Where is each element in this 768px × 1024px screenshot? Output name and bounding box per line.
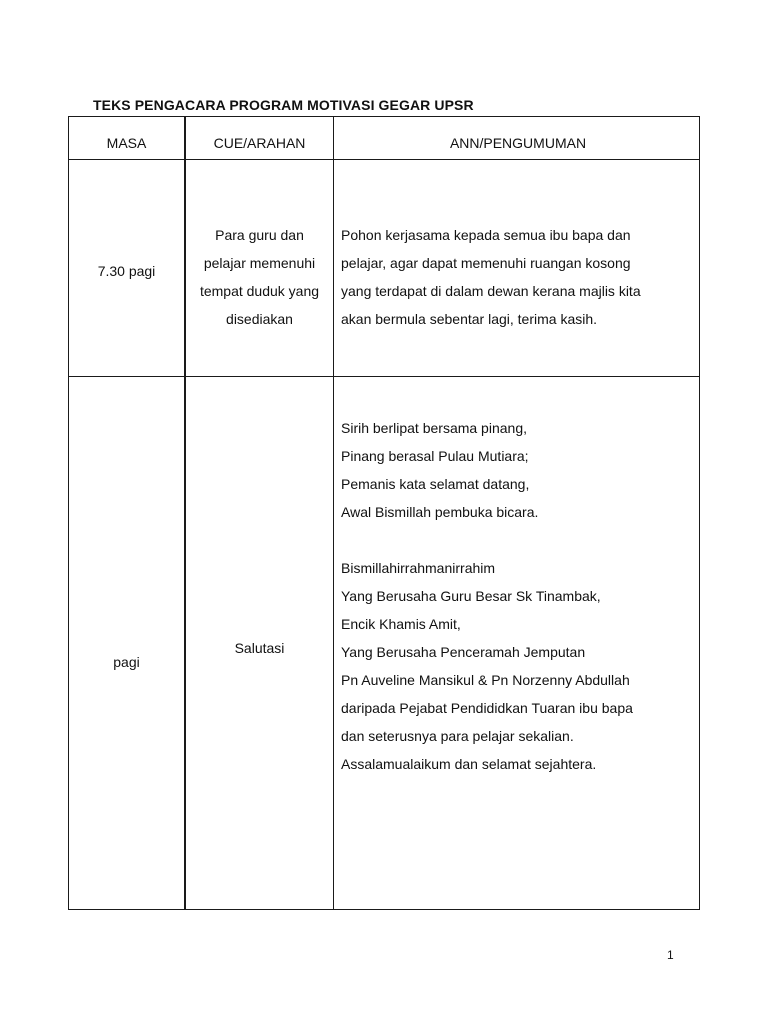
row-divider xyxy=(69,159,699,160)
time-cell: pagi xyxy=(113,654,140,670)
header-masa: MASA xyxy=(106,135,147,151)
header-cue-arahan: CUE/ARAHAN xyxy=(213,135,306,151)
announcement-line: Encik Khamis Amit, xyxy=(341,616,461,632)
announcement-line: Sirih berlipat bersama pinang, xyxy=(341,420,527,436)
cue-line: disediakan xyxy=(226,311,293,327)
document-title: TEKS PENGACARA PROGRAM MOTIVASI GEGAR UPSR xyxy=(93,97,474,113)
announcement-cell xyxy=(341,414,633,778)
page-number: 1 xyxy=(667,948,674,962)
announcement-line: Bismillahirrahmanirrahim xyxy=(341,560,496,576)
time-cell: 7.30 pagi xyxy=(97,263,156,279)
announcement-line: Yang Berusaha Penceramah Jemputan xyxy=(341,644,586,660)
announcement-line: yang terdapat di dalam dewan kerana majlis kita xyxy=(341,283,641,299)
announcement-blank-line xyxy=(341,526,633,554)
announcement-line: Assalamualaikum dan selamat sejahtera. xyxy=(341,756,597,772)
announcement-line: Pemanis kata selamat datang, xyxy=(341,476,530,492)
announcement-line: Pn Auveline Mansikul & Pn Norzenny Abdullah xyxy=(341,672,630,688)
cue-line: pelajar memenuhi xyxy=(203,255,316,271)
announcement-line: Pohon kerjasama kepada semua ibu bapa dan xyxy=(341,227,631,243)
announcement-line: Pinang berasal Pulau Mutiara; xyxy=(341,448,529,464)
row-divider xyxy=(69,376,699,377)
announcement-line: pelajar, agar dapat memenuhi ruangan kosong xyxy=(341,255,631,271)
cue-line: tempat duduk yang xyxy=(199,283,320,299)
announcement-line: akan bermula sebentar lagi, terima kasih. xyxy=(341,311,598,327)
announcement-line: daripada Pejabat Pendididkan Tuaran ibu bapa xyxy=(341,700,633,716)
cue-cell xyxy=(186,221,333,333)
announcement-line: Awal Bismillah pembuka bicara. xyxy=(341,504,539,520)
cue-cell: Salutasi xyxy=(234,640,285,656)
emcee-script-table xyxy=(68,116,700,910)
announcement-line: dan seterusnya para pelajar sekalian. xyxy=(341,728,574,744)
column-divider xyxy=(333,117,334,909)
announcement-line: Yang Berusaha Guru Besar Sk Tinambak, xyxy=(341,588,601,604)
announcement-cell xyxy=(341,221,641,333)
cue-line: Para guru dan xyxy=(215,227,304,243)
header-ann-pengumuman: ANN/PENGUMUMAN xyxy=(449,135,587,151)
